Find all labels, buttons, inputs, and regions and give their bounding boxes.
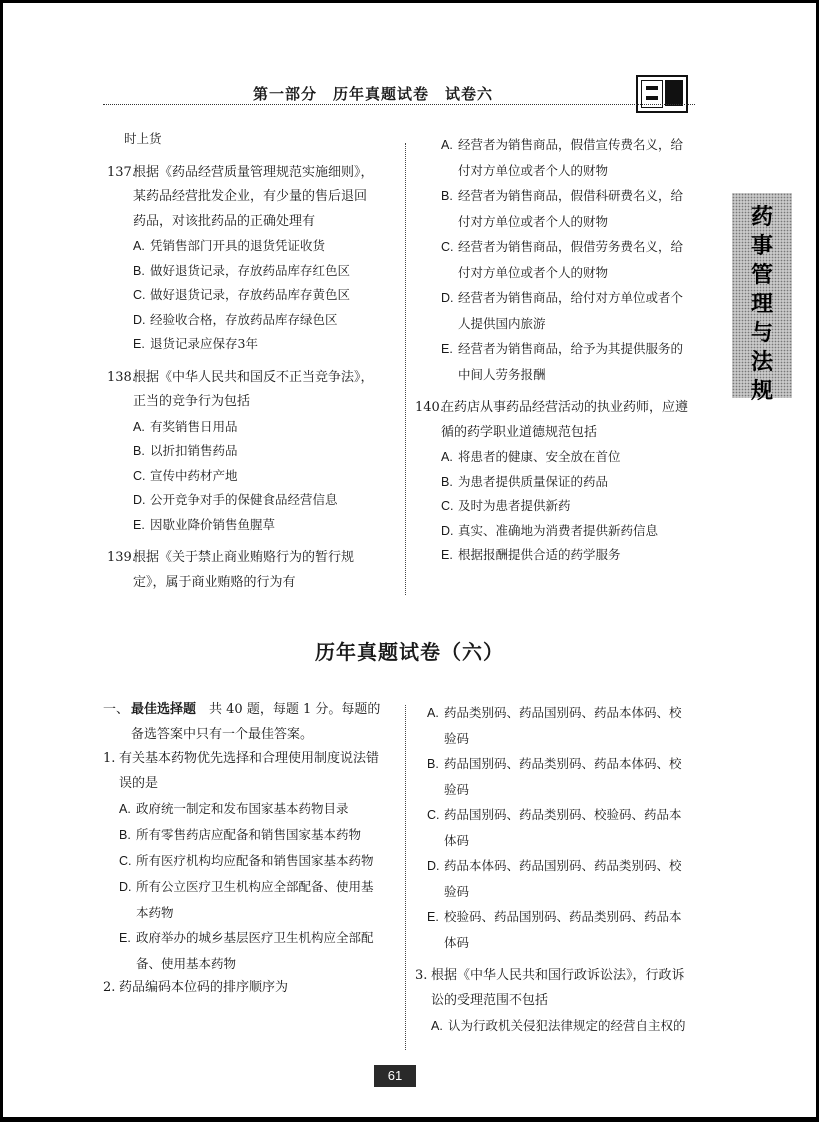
- option: A. 经营者为销售商品，假借宣传费名义，给付对方单位或者个人的财物: [441, 137, 684, 178]
- option: B. 为患者提供质量保证的药品: [441, 473, 609, 489]
- left-column-bottom: [103, 698, 383, 1001]
- question-2-options: [415, 700, 691, 955]
- question-138: 138.根据《中华人民共和国反不正当竞争法》，正当的竞争行为包括: [107, 369, 374, 409]
- option: C. 做好退货记录，存放药品库存黄色区: [133, 287, 351, 302]
- publisher-logo-icon: [636, 75, 688, 113]
- option: C. 所有医疗机构均应配备和销售国家基本药物: [119, 853, 374, 868]
- option: A. 认为行政机关侵犯法律规定的经营自主权的: [431, 1018, 686, 1033]
- option: E. 因歇业降价销售鱼腥草: [133, 516, 276, 532]
- option: D. 所有公立医疗卫生机构应全部配备、使用基本药物: [119, 879, 374, 920]
- option: C. 及时为患者提供新药: [441, 498, 571, 513]
- option: E. 退货记录应保存3年: [133, 336, 258, 351]
- left-column-top: [107, 127, 379, 595]
- document-page: [3, 3, 816, 1117]
- option: B. 做好退货记录，存放药品库存红色区: [133, 262, 351, 278]
- option: E. 根据报酬提供合适的药学服务: [441, 547, 621, 562]
- section-intro: 一、 最佳选择题 共 40 题，每题 1 分。每题的备选答案中只有一个最佳答案。: [103, 702, 381, 742]
- option: D. 药品本体码、药品国别码、药品类别码、校验码: [427, 858, 682, 899]
- column-divider: [405, 705, 406, 1050]
- option: C. 药品国别码、药品类别码、校验码、药品本体码: [427, 807, 682, 848]
- question-138-options: [107, 415, 379, 538]
- option: B. 经营者为销售商品，假借科研费名义，给付对方单位或者个人的财物: [441, 188, 684, 229]
- question-137-options: [107, 234, 379, 357]
- question-3: 3. 根据《中华人民共和国行政诉讼法》，行政诉讼的受理范围不包括: [415, 968, 685, 1008]
- question-140: 140.在药店从事药品经营活动的执业药师，应遵循的药学职业道德规范包括: [415, 400, 689, 440]
- question-139: 139.根据《关于禁止商业贿赂行为的暂行规定》，属于商业贿赂的行为有: [107, 550, 355, 590]
- option: A. 凭销售部门开具的退货凭证收货: [133, 238, 326, 253]
- option: A. 有奖销售日用品: [133, 418, 238, 434]
- option: E. 经营者为销售商品，给予为其提供服务的中间人劳务报酬: [441, 341, 684, 382]
- option: B. 药品国别码、药品类别码、药品本体码、校验码: [427, 756, 682, 797]
- option: C. 宣传中药材产地: [133, 467, 238, 483]
- option: E. 政府举办的城乡基层医疗卫生机构应全部配备、使用基本药物: [119, 930, 374, 971]
- right-column-top: [415, 132, 691, 568]
- question-1: 1. 有关基本药物优先选择和合理使用制度说法错误的是: [103, 751, 380, 791]
- continued-text: 时上货: [124, 131, 162, 146]
- question-1-options: [103, 796, 383, 976]
- side-tab-label: 药事管理与法规: [750, 205, 773, 404]
- section-title: 历年真题试卷（六）: [315, 640, 504, 664]
- option: D. 经营者为销售商品，给付对方单位或者个人提供国内旅游: [441, 290, 684, 331]
- question-139-options: [415, 132, 691, 387]
- header-rule: [103, 104, 695, 105]
- option: D. 经验收合格，存放药品库存绿色区: [133, 311, 338, 327]
- option: D. 真实、准确地为消费者提供新药信息: [441, 522, 659, 538]
- question-140-options: [415, 445, 691, 568]
- option: C. 经营者为销售商品，假借劳务费名义，给付对方单位或者个人的财物: [441, 239, 684, 280]
- option: A. 药品类别码、药品国别码、药品本体码、校验码: [427, 705, 682, 746]
- right-column-bottom: [415, 700, 691, 1039]
- subject-side-tab: [732, 193, 792, 404]
- option: E. 校验码、药品国别码、药品类别码、药品本体码: [427, 909, 682, 950]
- option: A. 政府统一制定和发布国家基本药物目录: [119, 801, 349, 816]
- option: B. 以折扣销售药品: [133, 443, 238, 458]
- page-number: 61: [374, 1065, 416, 1087]
- option: B. 所有零售药店应配备和销售国家基本药物: [119, 827, 362, 842]
- running-header: 第一部分 历年真题试卷 试卷六: [253, 85, 494, 103]
- question-3-options: [415, 1013, 691, 1039]
- option: D. 公开竞争对手的保健食品经营信息: [133, 492, 338, 507]
- option: A. 将患者的健康、安全放在首位: [441, 449, 621, 464]
- column-divider: [405, 143, 406, 595]
- question-137: 137.根据《药品经营质量管理规范实施细则》，某药品经营批发企业，有少量的售后退回药品，对该批药品的正确处理有: [107, 164, 374, 229]
- question-2: 2. 药品编码本位码的排序顺序为: [103, 980, 289, 995]
